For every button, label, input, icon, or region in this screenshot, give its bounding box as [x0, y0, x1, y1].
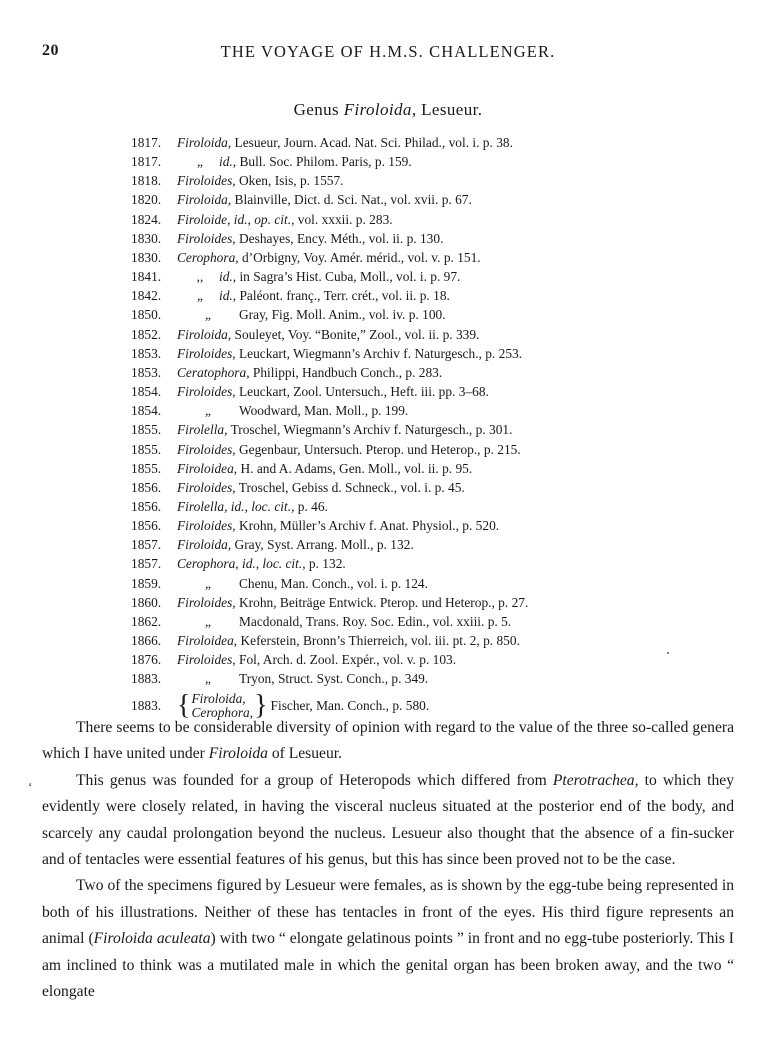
ditto-mark: „: [205, 403, 211, 419]
bibliography-year: 1854.: [131, 384, 162, 400]
bibliography-year: 1850.: [131, 307, 162, 323]
bibliography-citation: Firoloida, Lesueur, Journ. Acad. Nat. Sci. Philad., vol. i. p. 38.: [177, 135, 513, 150]
bibliography-citation: Woodward, Man. Moll., p. 199.: [239, 403, 409, 419]
page-header: [0, 42, 776, 64]
bibliography-entry: [131, 363, 671, 382]
taxon-name: Cerophora, id., loc. cit.: [177, 556, 303, 572]
taxon-name: Firoloides: [177, 594, 233, 610]
bibliography-year: 1855.: [131, 441, 162, 457]
bibliography-entry: [131, 305, 671, 324]
bibliography-year: 1855.: [131, 460, 162, 476]
bibliography-year: 1862.: [131, 613, 162, 629]
bibliography-entry: [131, 133, 671, 152]
bibliography-year: 1856.: [131, 498, 162, 514]
bibliography-year: 1842.: [131, 288, 162, 304]
bibliography-year: 1857.: [131, 556, 162, 572]
ditto-mark: „: [197, 288, 203, 304]
taxon-name: Firoloides: [177, 479, 233, 495]
bibliography-citation: Firoloides, Leuckart, Wiegmann’s Archiv f. Naturgesch., p. 253.: [177, 345, 523, 361]
bibliography-year: 1860.: [131, 594, 162, 610]
bibliography-citation: Firoloides, Troschel, Gebiss d. Schneck., vol. i. p. 45.: [177, 479, 465, 495]
bibliography-citation: Firoloida, Souleyet, Voy. “Bonite,” Zool., vol. ii. p. 339.: [177, 326, 480, 342]
bibliography-year: 1855.: [131, 422, 162, 438]
bibliography-citation: Firoloides, Fol, Arch. d. Zool. Expér., vol. v. p. 103.: [177, 652, 457, 668]
bibliography-year: 1841.: [131, 269, 162, 285]
bibliography-citation: Firoloidea, H. and A. Adams, Gen. Moll., vol. ii. p. 95.: [177, 460, 473, 476]
bibliography-entry: [131, 229, 671, 248]
bibliography-entry: [131, 612, 671, 631]
bibliography-year: 1830.: [131, 230, 162, 246]
bibliography-entry: [131, 631, 671, 650]
taxon-name: Cerophora,: [191, 705, 254, 721]
bibliography-year: 1883.: [131, 671, 162, 687]
genus-heading-name: Firoloida: [343, 100, 412, 119]
bibliography-year: 1856.: [131, 518, 162, 534]
taxon-name: Firoloides: [177, 173, 233, 189]
bibliography-entry: [131, 190, 671, 209]
bibliography-citation: Firoloides, Oken, Isis, p. 1557.: [177, 173, 344, 189]
bibliography-entry: [131, 248, 671, 267]
taxon-name: Firolella, id., loc. cit.: [177, 498, 292, 514]
bibliography-entry: [131, 593, 671, 612]
running-head: THE VOYAGE OF H.M.S. CHALLENGER.: [220, 42, 556, 61]
bibliography-entry: [131, 420, 671, 439]
taxon-name: Firoloida,: [191, 690, 246, 706]
bibliography-year: 1817.: [131, 135, 162, 150]
taxon-name: Firoloides: [177, 230, 233, 246]
bibliography-entry: [131, 459, 671, 478]
bibliography-year: 1859.: [131, 575, 162, 591]
bibliography-citation: Cerophora, d’Orbigny, Voy. Amér. mérid., vol. v. p. 151.: [177, 249, 481, 265]
ditto-mark: „: [205, 307, 211, 323]
taxon-name: Firoloides: [177, 441, 233, 457]
bibliography-entry: [131, 325, 671, 344]
bibliography-citation: Firoloides, Krohn, Müller’s Archiv f. Anat. Physiol., p. 520.: [177, 518, 500, 534]
bibliography-citation: id., Paléont. franç., Terr. crét., vol. ii. p. 18.: [219, 288, 450, 304]
taxon-name: Firoloides: [177, 345, 233, 361]
taxon-name: Firoloides: [177, 652, 233, 668]
taxon-name: Firoloida: [177, 537, 228, 553]
taxon-name: Firoloides: [177, 384, 233, 400]
bibliography-year: 1853.: [131, 345, 162, 361]
body-text: [42, 715, 734, 1005]
bibliography-citation: Firolella, Troschel, Wiegmann’s Archiv f. Naturgesch., p. 301.: [177, 422, 513, 438]
bibliography-entry: [131, 344, 671, 363]
ink-speck: [667, 652, 669, 654]
bibliography-citation: Tryon, Struct. Syst. Conch., p. 349.: [239, 671, 429, 687]
bibliography-entry: [131, 267, 671, 286]
taxon-name: Cerophora: [177, 249, 236, 265]
taxon-name: Firoloidea: [177, 633, 234, 649]
left-brace: {: [177, 690, 191, 722]
body-paragraph: There seems to be considerable diversity of opinion with regard to the value of the three so-called genera which I have united under Firoloida of Lesueur.: [42, 719, 734, 763]
genus-heading-prefix: Genus: [293, 100, 344, 119]
right-brace: }: [254, 690, 268, 722]
bibliography-year: 1818.: [131, 173, 162, 189]
bibliography-citation: Firoloides, Leuckart, Zool. Untersuch., Heft. iii. pp. 3–68.: [177, 384, 489, 400]
bibliography-entry: [131, 516, 671, 535]
bibliography-citation: Gray, Fig. Moll. Anim., vol. iv. p. 100.: [239, 307, 446, 323]
bibliography-citation: Firoloida, Gray, Syst. Arrang. Moll., p. 132.: [177, 537, 414, 553]
bibliography-entry: [131, 171, 671, 190]
bibliography-year: 1857.: [131, 537, 162, 553]
taxon-name: Firoloides: [177, 518, 233, 534]
ditto-mark: „: [205, 671, 211, 687]
bibliography-entry: [131, 478, 671, 497]
bibliography-year: 1876.: [131, 652, 162, 668]
taxon-name: Firoloida: [177, 135, 228, 150]
margin-mark: ‘: [28, 779, 33, 794]
bibliography-year: 1856.: [131, 479, 162, 495]
bibliography-year: 1883.: [131, 698, 162, 714]
bibliography-year: 1830.: [131, 249, 162, 265]
taxon-name: Firoloida: [177, 192, 228, 208]
bibliography-year: 1866.: [131, 633, 162, 649]
bibliography-year: 1817.: [131, 154, 162, 170]
bibliography-year: 1824.: [131, 211, 162, 227]
bibliography-citation: Chenu, Man. Conch., vol. i. p. 124.: [239, 575, 428, 591]
bibliography-entry: [131, 440, 671, 459]
bibliography-entry: [131, 210, 671, 229]
taxon-name: Firoloidea: [177, 460, 234, 476]
genus-heading: [0, 100, 776, 120]
ditto-mark: „: [205, 613, 211, 629]
taxon-name: Firoloida aculeata: [93, 930, 211, 948]
bibliography-entry: [131, 152, 671, 171]
bibliography-entry: [131, 401, 671, 420]
taxon-name: Pterotrachea: [552, 771, 635, 789]
taxon-name: Firolella: [177, 422, 225, 438]
taxon-name: id.: [219, 269, 233, 285]
bibliography-citation: id., Bull. Soc. Philom. Paris, p. 159.: [219, 154, 412, 170]
taxon-name: id.: [219, 154, 233, 170]
taxon-name: Firoloide, id., op. cit.: [177, 211, 292, 227]
bibliography-citation: Firoloides, Gegenbaur, Untersuch. Pterop. und Heterop., p. 215.: [177, 441, 521, 457]
bibliography-year: 1820.: [131, 192, 162, 208]
bibliography-year: 1853.: [131, 364, 162, 380]
bibliography-entry: [131, 669, 671, 688]
bibliography-citation: Fischer, Man. Conch., p. 580.: [270, 698, 430, 714]
taxon-name: Firoloida: [177, 326, 228, 342]
ditto-mark: ,,: [196, 269, 204, 285]
bibliography-list: [131, 133, 671, 723]
taxon-name: Firoloida: [208, 745, 268, 763]
bibliography-citation: Firoloidea, Keferstein, Bronn’s Thierreich, vol. iii. pt. 2, p. 850.: [177, 633, 520, 649]
body-paragraph: Two of the specimens figured by Lesueur were females, as is shown by the egg-tube being represented in both of his illustrations. Neither of these has tentacles in front of the eyes. His third figure represents an animal (Firoloida aculeata) with two “ elongate gelatinous points ” in front and no egg-tube posteriorly. This I am inclined to think was a mutilated male in which the genital organ has been broken away, and the two “ elongate: [42, 877, 734, 1001]
bibliography-citation: Firolella, id., loc. cit., p. 46.: [177, 498, 328, 514]
bibliography-citation: Ceratophora, Philippi, Handbuch Conch., p. 283.: [177, 364, 443, 380]
bibliography-citation: Cerophora, id., loc. cit., p. 132.: [177, 556, 346, 572]
ditto-mark: „: [205, 575, 211, 591]
body-paragraph: This genus was founded for a group of Heteropods which differed from Pterotrachea, to which they evidently were closely related, in having the visceral nucleus situated at the posterior end of the body, and scarcely any caudal prolongation beyond the nucleus. Lesueur also thought that the absence of a fin-sucker and of tentacles were essential features of his genus, but this has since been proved not to be the case.: [42, 771, 734, 869]
page-number: 20: [42, 42, 59, 59]
bibliography-entry: [131, 535, 671, 554]
bibliography-citation: Firoloides, Krohn, Beiträge Entwick. Pterop. und Heterop., p. 27.: [177, 594, 529, 610]
bibliography-citation: Firoloida, Blainville, Dict. d. Sci. Nat., vol. xvii. p. 67.: [177, 192, 472, 208]
bibliography-year: 1854.: [131, 403, 162, 419]
taxon-name: id.: [219, 288, 233, 304]
bibliography-entry: [131, 286, 671, 305]
taxon-name: Ceratophora: [177, 364, 247, 380]
bibliography-citation: Firoloide, id., op. cit., vol. xxxii. p. 283.: [177, 211, 393, 227]
ditto-mark: „: [197, 154, 203, 170]
bibliography-citation: Macdonald, Trans. Roy. Soc. Edin., vol. xxiii. p. 5.: [239, 613, 512, 629]
bibliography-entry: [131, 497, 671, 516]
bibliography-year: 1852.: [131, 326, 162, 342]
bibliography-citation: id., in Sagra’s Hist. Cuba, Moll., vol. i. p. 97.: [219, 269, 461, 285]
bibliography-entry: [131, 554, 671, 573]
genus-heading-suffix: , Lesueur.: [411, 100, 483, 119]
bibliography-entry: [131, 382, 671, 401]
bibliography-entry: [131, 574, 671, 593]
bibliography-citation: Firoloides, Deshayes, Ency. Méth., vol. ii. p. 130.: [177, 230, 444, 246]
bibliography-entry: [131, 650, 671, 669]
